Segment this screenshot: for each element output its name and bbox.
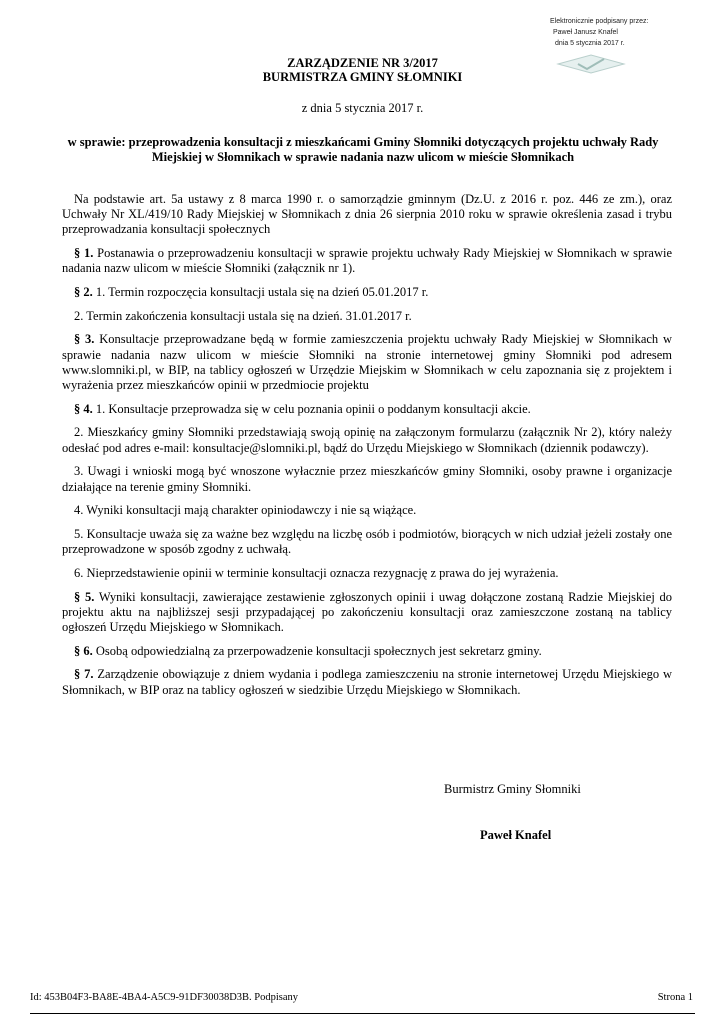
paragraph-text: Konsultacje przeprowadzane będą w formie zamieszczenia projektu uchwały Rady Miejskiej w Słomnikach w sprawie nadania nazw ulicom w mieście Słomniki na stronie internetowej gminy Słomniki pod adresem www.slomniki.pl, w BIP, na tablicy ogłoszeń w Urzędzie Miejskim w Słomnikach w celu zapoznania się z projektem i wyrażenia przez mieszkańców opinii w przedmiocie projektu xyxy=(62,332,673,393)
document-header xyxy=(0,56,725,84)
paragraph-text: 3. Uwagi i wnioski mogą być wnoszone wyłacznie przez mieszkańców gminy Słomniki, osoby prawne i organizacje działające na terenie gminy Słomniki. xyxy=(62,464,672,494)
document-title: ZARZĄDZENIE NR 3/2017 xyxy=(287,56,438,70)
page-number: Strona 1 xyxy=(657,992,693,1003)
signature-line-1: Elektronicznie podpisany przez: xyxy=(550,18,649,25)
paragraph-section-mark: § 1. xyxy=(74,246,94,261)
signature-line-3: dnia 5 stycznia 2017 r. xyxy=(555,40,625,47)
paragraph-text: Postanawia o przeprowadzeniu konsultacji w sprawie projektu uchwały Rady Miejskiej w Słomnikach w sprawie nadania nazw ulicom w mieście Słomniki (załącznik nr 1). xyxy=(62,246,673,276)
document-id: Id: 453B04F3-BA8E-4BA4-A5C9-91DF30038D3B. Podpisany xyxy=(30,992,299,1003)
paragraph xyxy=(62,503,672,518)
document-body xyxy=(62,192,672,706)
paragraph xyxy=(62,402,672,417)
paragraph xyxy=(62,464,672,494)
paragraph-section-mark: § 3. xyxy=(74,332,95,347)
paragraph-text: Wyniki konsultacji, zawierające zestawienie zgłoszonych opinii i uwag dołączone zostaną Radzie Miejskiej do projektu aktu na najbliższej sesji przypadającej po zakończeniu konsultacji oraz zamieszczone zostaną na tablicy ogłoszeń Urzędu Miejskiego w Słomnikach. xyxy=(62,589,672,634)
paragraph-section-mark: § 4. xyxy=(74,401,93,416)
paragraph-section-mark: § 2. xyxy=(74,285,93,300)
paragraph-text: 2. Termin zakończenia konsultacji ustala się na dzień. 31.01.2017 r. xyxy=(74,308,412,323)
paragraph xyxy=(62,667,672,697)
paragraph xyxy=(62,332,672,393)
paragraph xyxy=(62,425,672,455)
paragraph-section-mark: § 7. xyxy=(74,667,94,682)
paragraph-text: 1. Konsultacje przeprowadza się w celu poznania opinii o poddanym konsultacji akcie. xyxy=(95,401,531,416)
signatory-name: Paweł Knafel xyxy=(480,828,552,842)
paragraph-text: 6. Nieprzedstawienie opinii w terminie konsultacji oznacza rezygnację z prawa do jej wyrażenia. xyxy=(74,565,559,580)
document-date: z dnia 5 stycznia 2017 r. xyxy=(301,101,424,115)
paragraph-text: 4. Wyniki konsultacji mają charakter opiniodawczy i nie są wiążące. xyxy=(74,503,417,518)
paragraph xyxy=(62,192,672,238)
paragraph xyxy=(62,285,672,300)
electronic-signature-stamp xyxy=(550,16,700,49)
paragraph xyxy=(62,590,672,636)
paragraph-text: Osobą odpowiedzialną za przerpowadzenie konsultacji społecznych jest sekretarz gminy. xyxy=(95,643,542,658)
paragraph-section-mark: § 6. xyxy=(74,643,93,658)
signatory-title: Burmistrz Gminy Słomniki xyxy=(444,782,581,796)
paragraph xyxy=(62,566,672,581)
paragraph xyxy=(62,309,672,324)
paragraph-text: 1. Termin rozpoczęcia konsultacji ustala się na dzień 05.01.2017 r. xyxy=(95,285,429,300)
paragraph-text: Zarządzenie obowiązuje z dniem wydania i podlega zamieszczeniu na stronie internetowej Urzędu Miejskiego w Słomnikach, w BIP oraz na tablicy ogłoszeń w siedzibie Urzędu Miejskiego w Słomnikach. xyxy=(62,667,672,697)
paragraph xyxy=(62,527,672,557)
paragraph-section-mark: § 5. xyxy=(74,589,95,604)
signature-line-2: Paweł Janusz Knafel xyxy=(553,29,618,36)
paragraph-text: Na podstawie art. 5a ustawy z 8 marca 1990 r. o samorządzie gminnym (Dz.U. z 2016 r. poz. 446 ze zm.), oraz Uchwały Nr XL/419/10 Rady Miejskiej w Słomnikach z dnia 26 sierpnia 2010 roku w sprawie określenia zasad i trybu przeprowadzania konsultacji społecznych xyxy=(62,192,672,237)
document-issuer: BURMISTRZA GMINY SŁOMNIKI xyxy=(262,70,463,84)
paragraph xyxy=(62,644,672,659)
paragraph-text: 5. Konsultacje uważa się za ważne bez względu na liczbę osób i podmiotów, biorących w nich udział jeżeli zostały one przeprowadzone w sposób zgodny z uchwałą. xyxy=(62,526,672,557)
footer-divider xyxy=(30,1013,695,1014)
document-subject: w sprawie: przeprowadzenia konsultacji z mieszkańcami Gminy Słomniki dotyczących projektu uchwały Rady Miejskiej w Słomnikach w sprawie nadania nazw ulicom w mieście Słomnikach xyxy=(67,135,659,164)
paragraph-text: 2. Mieszkańcy gminy Słomniki przedstawiają swoją opinię na załączonym formularzu (załącznik Nr 2), który należy odesłać pod adres e-mail: konsultacje@slomniki.pl, bądź do Urzędu Miejskiego w Słomnikach (dziennik podawczy). xyxy=(62,425,672,455)
paragraph xyxy=(62,246,672,276)
